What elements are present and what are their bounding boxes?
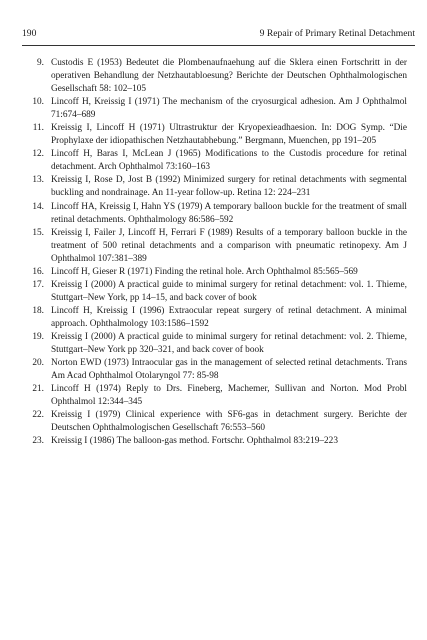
reference-number: 13. — [32, 175, 44, 186]
header-rule — [22, 45, 415, 46]
reference-item — [22, 227, 415, 266]
reference-text: Lincoff H, Kreissig I (1996) Extraocular repeat surgery of retinal detachment. A minimal approach. Ophthalmology 103:1586–1592 — [51, 305, 407, 329]
reference-text: Kreissig I (2000) A practical guide to minimal surgery for retinal detachment: vol. 2. Thieme, Stuttgart–New York pp 320–321, and back cover of book — [51, 331, 407, 356]
reference-number: 14. — [32, 201, 44, 212]
reference-text: Norton EWD (1973) Intraocular gas in the management of selected retinal detachments. Trans Am Acad Ophthalmol Otolaryngol 77: 85-98 — [51, 358, 407, 382]
reference-text: Kreissig I, Failer J, Lincoff H, Ferrari F (1989) Results of a temporary balloon buckle in the treatment of 500 retinal detachments and a comparison with pneumatic retinopexy. Am J Ophthalmol 107:381–389 — [51, 227, 407, 264]
page-header — [22, 27, 415, 41]
reference-text: Lincoff HA, Kreissig I, Hahn YS (1979) A temporary balloon buckle for the treatment of small retinal detachments. Ophthalmology 86:586–592 — [51, 201, 407, 225]
reference-item — [22, 331, 415, 357]
reference-item — [22, 435, 415, 448]
reference-number: 23. — [32, 436, 44, 447]
reference-item — [22, 57, 415, 96]
reference-number: 20. — [32, 358, 44, 369]
reference-item — [22, 383, 415, 409]
reference-number: 11. — [32, 123, 44, 134]
reference-text: Kreissig I, Lincoff H (1971) Ultrastruktur der Kryopexieadhaesion. In: DOG Symp. “Die Prophylaxe der idiopathischen Netzhautabhebung.” Bergmann, Muenchen, pp 191–205 — [51, 123, 407, 147]
reference-item — [22, 122, 415, 148]
reference-text: Lincoff H, Kreissig I (1971) The mechanism of the cryosurgical adhesion. Am J Ophthalmol 71:674–689 — [51, 97, 407, 121]
reference-item — [22, 279, 415, 305]
reference-item — [22, 409, 415, 435]
reference-text: Kreissig I (2000) A practical guide to minimal surgery for retinal detachment: vol. 1. Thieme, Stuttgart–New York, pp 14–15, and back cover of book — [51, 279, 407, 303]
reference-item — [22, 174, 415, 200]
reference-text: Kreissig I, Rose D, Jost B (1992) Minimized surgery for retinal detachments with segmental buckling and nondrainage. An 11-year follow-up. Retina 12: 224–231 — [51, 175, 407, 199]
reference-text: Custodis E (1953) Bedeutet die Plombenaufnaehung auf die Sklera einen Fortschritt in der operativen Behandlung der Netzhautabloesung? Berichte der Deutschen Ophthalmologischen Gesellschaft 58: 102–105 — [51, 58, 407, 95]
reference-item — [22, 266, 415, 279]
reference-number: 17. — [32, 279, 44, 290]
reference-number: 10. — [32, 97, 44, 108]
reference-item — [22, 305, 415, 331]
reference-number: 12. — [32, 149, 44, 160]
running-head: 9 Repair of Primary Retinal Detachment — [259, 28, 415, 39]
reference-item — [22, 357, 415, 383]
reference-text: Lincoff H (1974) Reply to Drs. Fineberg, Machemer, Sullivan and Norton. Mod Probl Ophthalmol 12:344–345 — [51, 384, 407, 408]
reference-text: Kreissig I (1979) Clinical experience with SF6-gas in detachment surgery. Berichte der Deutschen Ophthalmologischen Gesellschaft 76:553–560 — [51, 410, 407, 434]
reference-text: Lincoff H, Gieser R (1971) Finding the retinal hole. Arch Ophthalmol 85:565–569 — [51, 266, 358, 277]
reference-number: 19. — [32, 331, 44, 342]
page-number: 190 — [22, 28, 37, 39]
reference-item — [22, 201, 415, 227]
reference-text: Kreissig I (1986) The balloon-gas method. Fortschr. Ophthalmol 83:219–223 — [51, 436, 338, 447]
reference-item — [22, 96, 415, 122]
reference-number: 15. — [32, 227, 44, 238]
reference-number: 22. — [32, 410, 44, 421]
reference-item — [22, 148, 415, 174]
reference-number: 21. — [32, 384, 44, 395]
reference-number: 16. — [32, 266, 44, 277]
reference-number: 18. — [32, 305, 44, 316]
reference-list — [22, 57, 415, 448]
reference-number: 9. — [37, 58, 44, 68]
reference-text: Lincoff H, Baras I, McLean J (1965) Modifications to the Custodis procedure for retinal detachment. Arch Ophthalmol 73:160–163 — [51, 149, 407, 173]
